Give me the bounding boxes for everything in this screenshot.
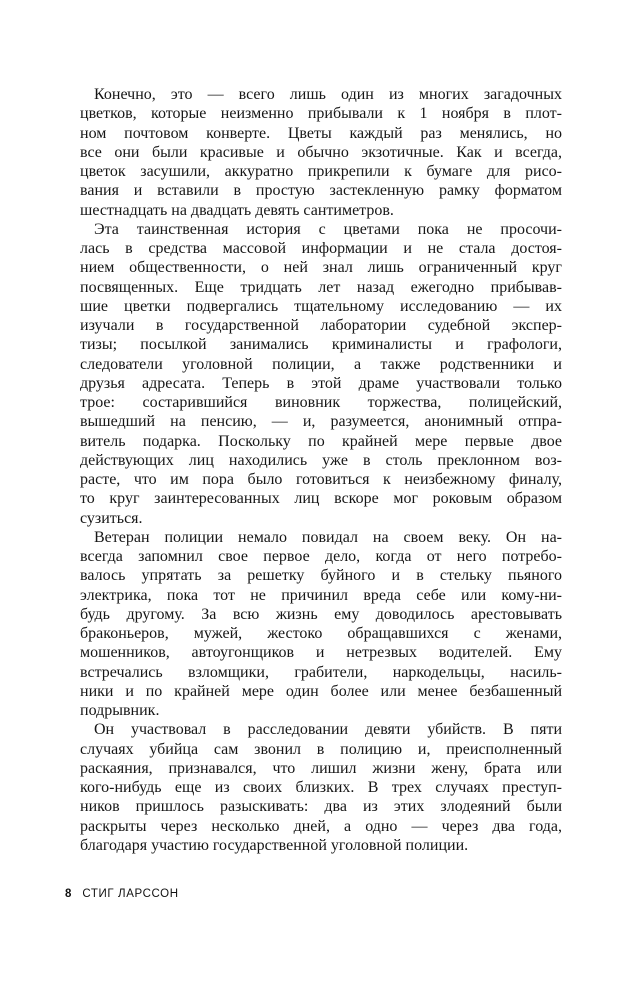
text-line: Эта таинственная история с цветами пока не просочи- bbox=[94, 220, 562, 238]
text-line: нием общественности, о ней знал лишь ограниченный круг bbox=[80, 259, 562, 277]
text-line: витель подарка. Поскольку по крайней мере первые двое bbox=[80, 432, 562, 450]
text-line: сузиться. bbox=[80, 509, 143, 527]
text-line: всегда запомнил свое первое дело, когда от него потребо- bbox=[80, 548, 562, 565]
text-line: валось упрятать за решетку буйного и в стельку пьяного bbox=[80, 567, 562, 585]
text-line: следователи уголовной полиции, а также родственники и bbox=[80, 355, 562, 373]
text-line: посвященных. Еще тридцать лет назад ежегодно прибывав- bbox=[80, 278, 562, 296]
page-number: 8 bbox=[65, 888, 72, 900]
paragraph bbox=[80, 85, 562, 220]
text-line: расте, что им пора было готовиться к неизбежному финалу, bbox=[80, 471, 562, 488]
text-line: раскрыты через несколько дней, а одно — через два года, bbox=[80, 817, 562, 835]
text-line: Ветеран полиции немало повидал на своем веку. Он на- bbox=[94, 528, 562, 546]
running-title: СТИГ ЛАРССОН bbox=[82, 888, 179, 900]
text-line: вания и вставили в простую застекленную рамку форматом bbox=[80, 182, 562, 200]
text-line: благодаря участию государственной уголовной полиции. bbox=[80, 836, 469, 854]
text-line: тизы; посылкой занимались криминалисты и графологи, bbox=[80, 336, 562, 354]
text-line: ников пришлось разыскивать: два из этих злодеяний были bbox=[80, 798, 562, 816]
text-line: шестнадцать на двадцать девять сантиметров. bbox=[80, 201, 394, 219]
text-line: кого-нибудь еще из своих близких. В трех случаях преступ- bbox=[80, 779, 562, 796]
text-line: ном почтовом конверте. Цветы каждый раз менялись, но bbox=[80, 124, 562, 142]
text-line: мошенников, автоугонщиков и нетрезвых водителей. Ему bbox=[80, 644, 562, 662]
text-line: трое: состарившийся виновник торжества, полицейский, bbox=[80, 394, 562, 411]
text-line: будь другому. За всю жизнь ему доводилось арестовывать bbox=[80, 605, 562, 623]
page-footer bbox=[65, 888, 179, 900]
text-line: цветков, которые неизменно прибывали к 1 ноября в плот- bbox=[80, 105, 562, 123]
text-line: вышедший на пенсию, — и, разумеется, анонимный отпра- bbox=[80, 413, 562, 431]
text-line: лась в средства массовой информации и не стала достоя- bbox=[80, 240, 562, 257]
text-line: встречались взломщики, грабители, наркодельцы, насиль- bbox=[80, 663, 562, 681]
text-line: друзья адресата. Теперь в этой драме участвовали только bbox=[80, 374, 562, 392]
text-line: раскаяния, признавался, что лишил жизни жену, брата или bbox=[80, 759, 562, 777]
page-text-block bbox=[80, 85, 562, 855]
text-line: Конечно, это — всего лишь один из многих загадочных bbox=[94, 86, 562, 103]
text-line: браконьеров, мужей, жестоко обращавшихся с женами, bbox=[80, 625, 562, 642]
paragraph bbox=[80, 220, 562, 528]
text-line: действующих лиц находились уже в столь преклонном воз- bbox=[80, 451, 562, 469]
text-line: шие цветки подвергались тщательному исследованию — их bbox=[80, 297, 562, 315]
text-line: цветок засушили, аккуратно прикрепили к бумаге для рисо- bbox=[80, 163, 562, 180]
text-line: изучали в государственной лаборатории судебной экспер- bbox=[80, 317, 562, 334]
text-line: Он участвовал в расследовании девяти убийств. В пяти bbox=[94, 721, 562, 739]
text-line: подрывник. bbox=[80, 702, 160, 719]
paragraph bbox=[80, 720, 562, 855]
text-line: случаях убийца сам звонил в полицию и, преисполненный bbox=[80, 740, 562, 758]
text-line: электрика, пока тот не причинил вреда себе или кому-ни- bbox=[80, 586, 562, 604]
text-line: то круг заинтересованных лиц вскоре мог роковым образом bbox=[80, 490, 562, 508]
paragraph bbox=[80, 528, 562, 721]
text-line: ники и по крайней мере один более или менее безбашенный bbox=[80, 682, 562, 700]
text-line: все они были красивые и обычно экзотичные. Как и всегда, bbox=[80, 143, 562, 161]
